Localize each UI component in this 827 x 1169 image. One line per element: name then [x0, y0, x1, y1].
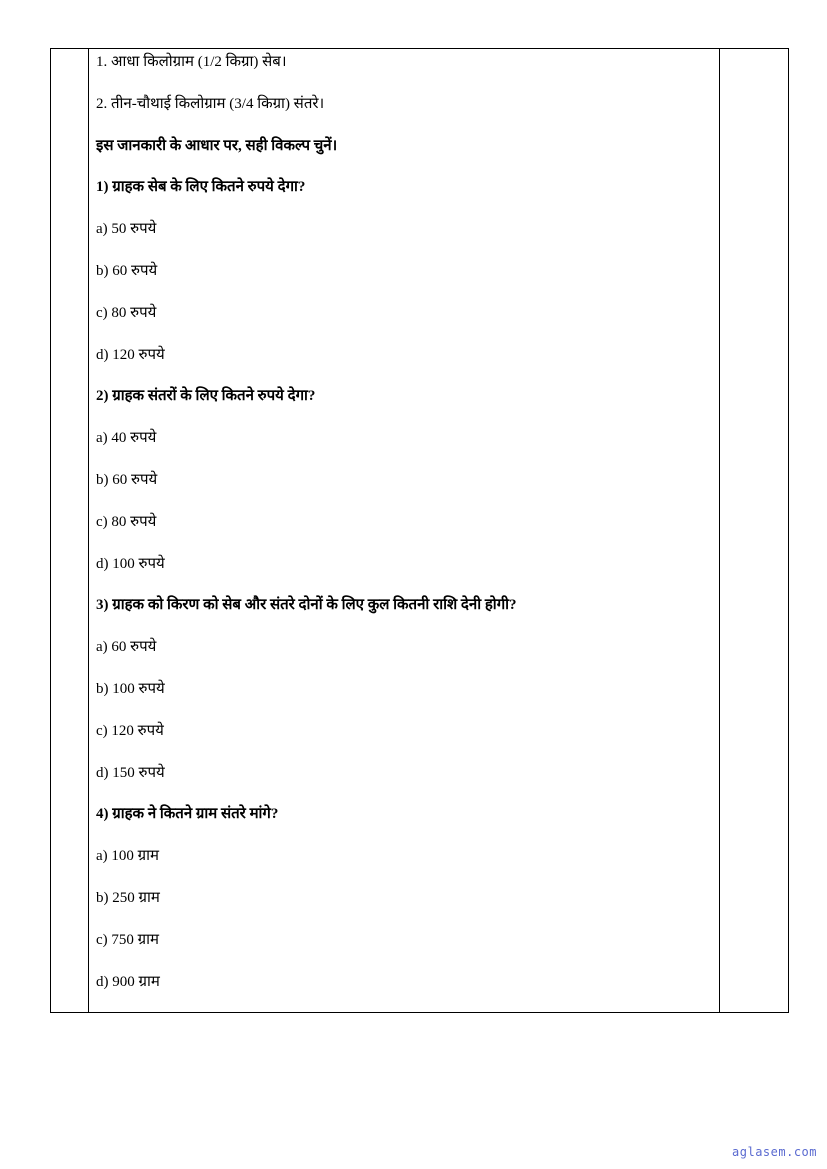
q2-option-a: a) 40 रुपये: [96, 430, 157, 447]
q1-option-a: a) 50 रुपये: [96, 221, 157, 238]
given-item-oranges: 2. तीन-चौथाई किलोग्राम (3/4 किग्रा) संतरे।: [96, 95, 325, 112]
given-item-apples: 1. आधा किलोग्राम (1/2 किग्रा) सेब।: [96, 54, 287, 70]
q2-option-d: d) 100 रुपये: [96, 555, 165, 572]
q2-option-c: c) 80 रुपये: [96, 513, 157, 530]
table-column-divider-right: [719, 48, 720, 1013]
q4-option-a: a) 100 ग्राम: [96, 848, 159, 865]
table-column-divider-left: [88, 48, 89, 1013]
question-4: 4) ग्राहक ने कितने ग्राम संतरे मांगे?: [96, 806, 279, 823]
q1-option-c: c) 80 रुपये: [96, 304, 157, 321]
question-1: 1) ग्राहक सेब के लिए कितने रुपये देगा?: [96, 179, 306, 196]
question-2: 2) ग्राहक संतरों के लिए कितने रुपये देगा?: [96, 388, 316, 405]
q3-option-b: b) 100 रुपये: [96, 680, 165, 697]
q2-option-b: b) 60 रुपये: [96, 471, 158, 488]
q1-option-d: d) 120 रुपये: [96, 346, 165, 363]
q4-option-d: d) 900 ग्राम: [96, 973, 160, 990]
q1-option-b: b) 60 रुपये: [96, 262, 158, 279]
q3-option-a: a) 60 रुपये: [96, 639, 157, 656]
question-3: 3) ग्राहक को किरण को सेब और संतरे दोनों के लिए कुल कितनी राशि देनी होगी?: [96, 597, 517, 614]
question-content: [96, 51, 712, 1012]
q4-option-b: b) 250 ग्राम: [96, 889, 160, 906]
q4-option-c: c) 750 ग्राम: [96, 931, 159, 948]
watermark-link[interactable]: aglasem.com: [732, 1145, 817, 1159]
instruction-text: इस जानकारी के आधार पर, सही विकल्प चुनें।: [96, 137, 338, 154]
q3-option-d: d) 150 रुपये: [96, 764, 165, 781]
q3-option-c: c) 120 रुपये: [96, 722, 164, 739]
